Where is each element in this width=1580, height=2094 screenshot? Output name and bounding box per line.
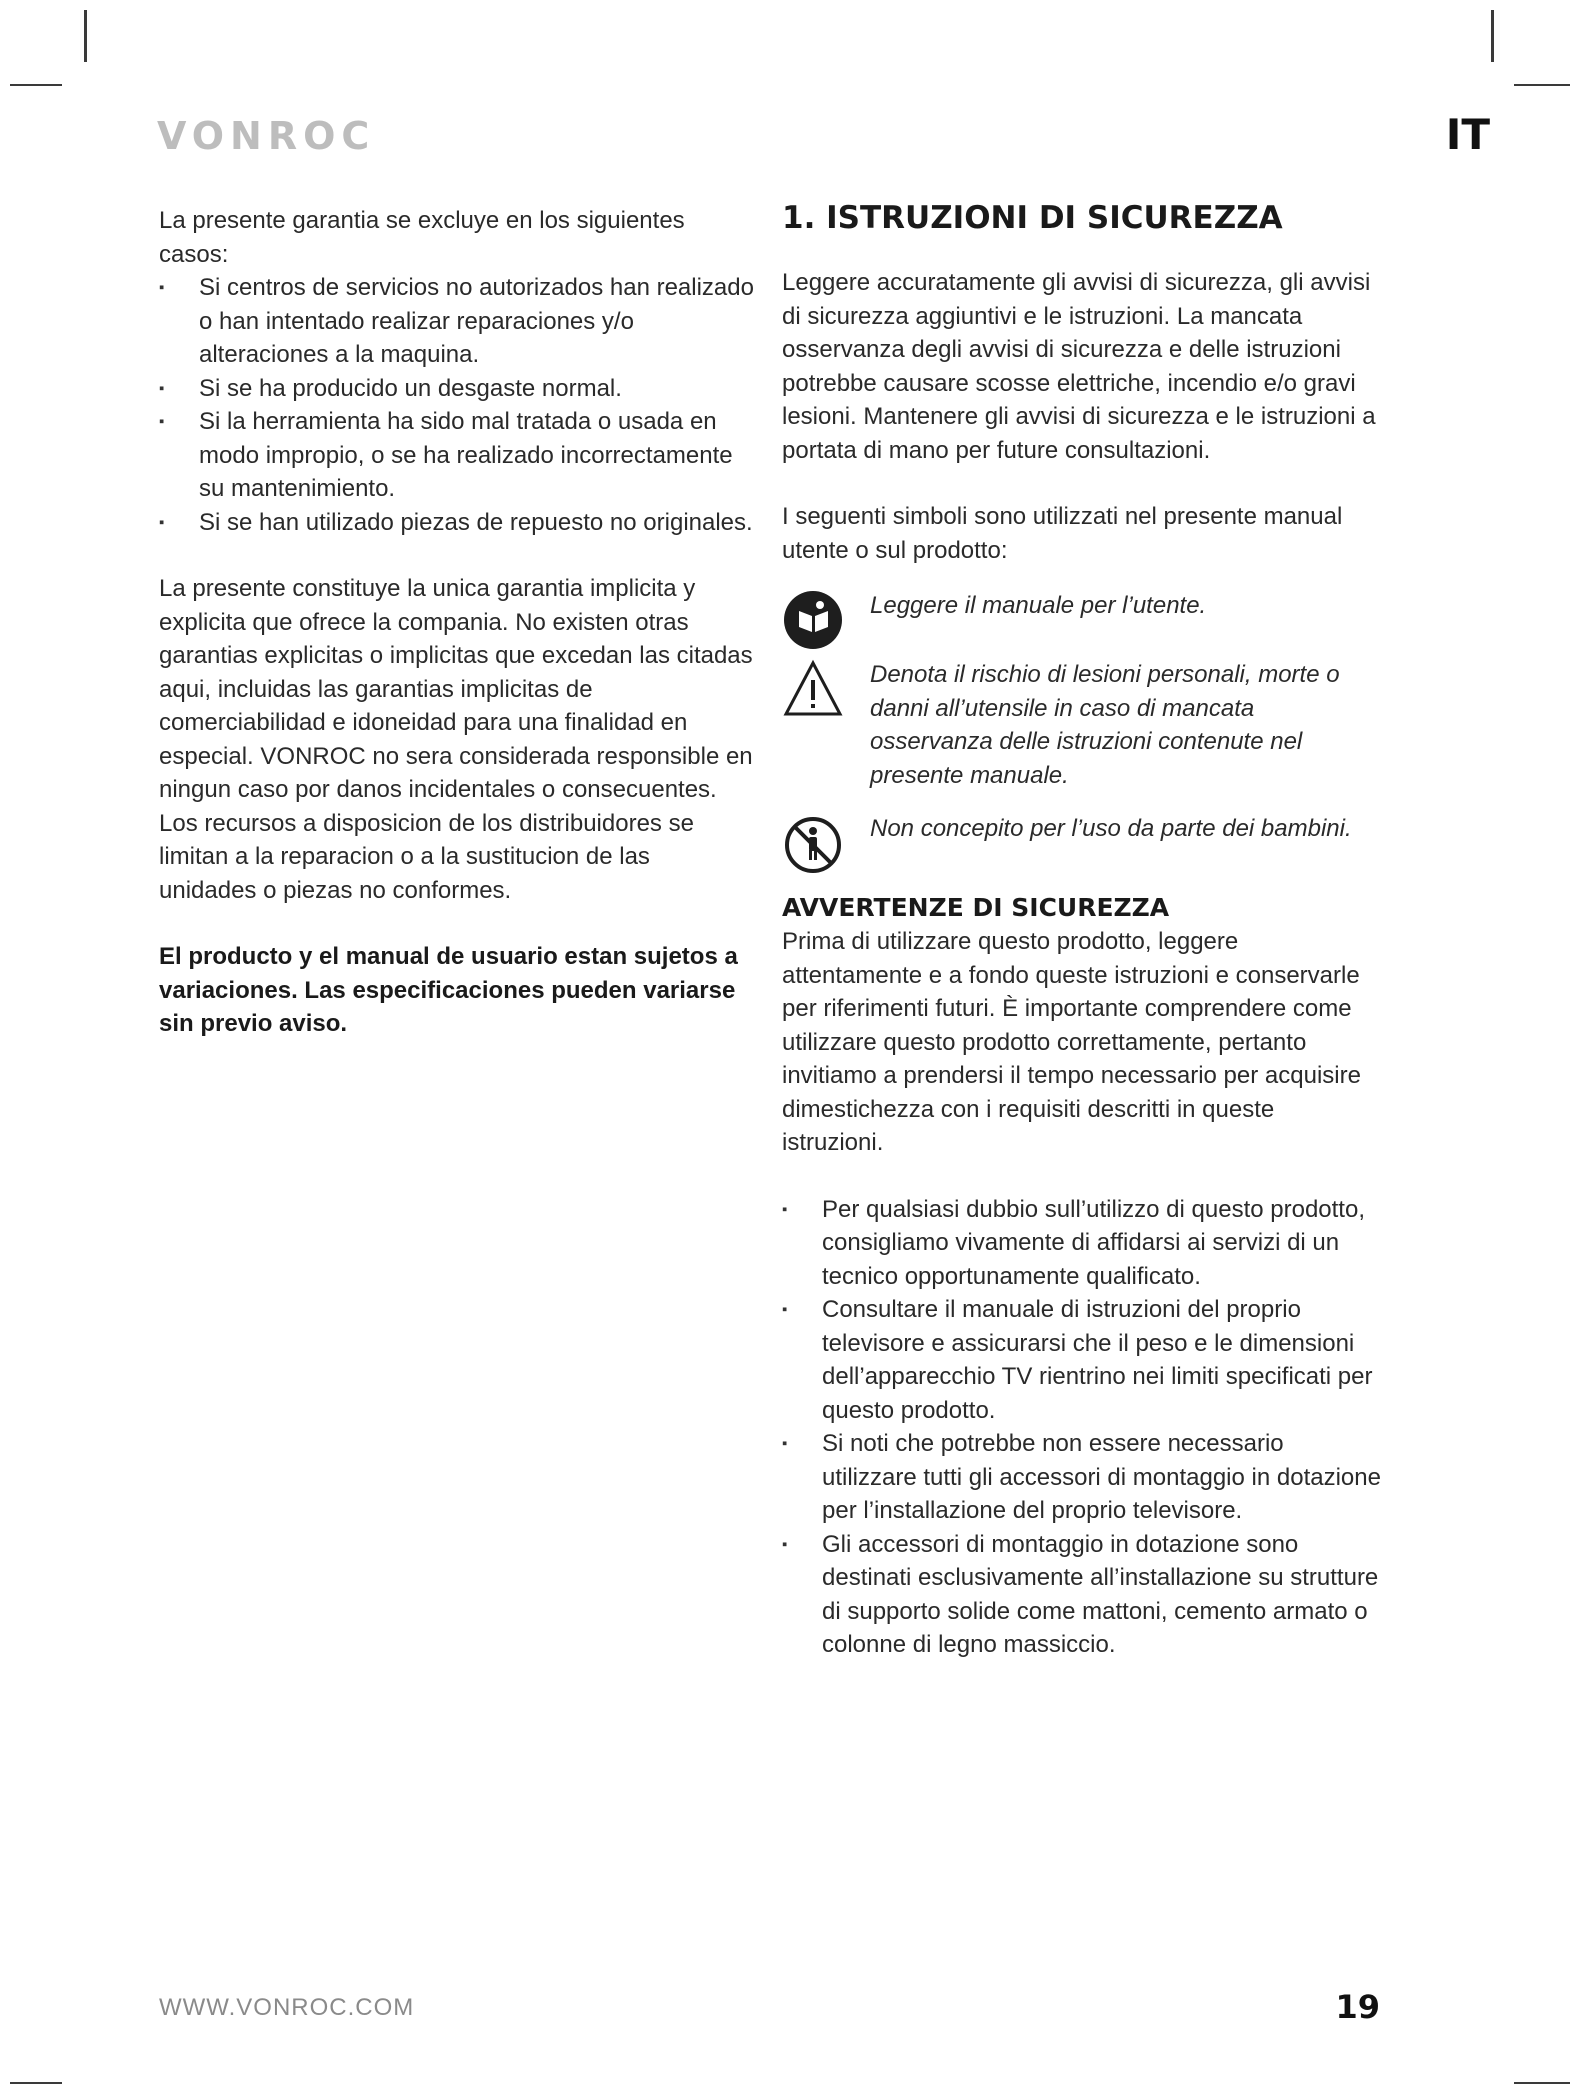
list-item: ▪ Si centros de servicios no autorizados han realizado o han intentado realizar reparaciones y/o alteraciones a la maquina.	[159, 271, 754, 372]
brand-logo: VONROC	[157, 114, 376, 158]
crop-mark	[10, 2082, 62, 2084]
list-item: ▪ Si se han utilizado piezas de repuesto no originales.	[159, 506, 754, 540]
exclusions-intro: La presente garantia se excluye en los siguientes casos:	[159, 207, 685, 268]
right-column	[782, 200, 1382, 1662]
footer-url: WWW.VONROC.COM	[159, 1994, 415, 2021]
list-item: ▪ Per qualsiasi dubbio sull’utilizzo di questo prodotto, consigliamo vivamente di affidarsi ai servizi di un tecnico opportunamente qualificato.	[782, 1193, 1382, 1294]
left-column	[159, 204, 754, 1041]
symbol-row-warning	[782, 658, 1382, 792]
list-item: ▪ Gli accessori di montaggio in dotazione sono destinati esclusivamente all’installazione su strutture di supporto solide come mattoni, cemento armato o colonne di legno massiccio.	[782, 1528, 1382, 1662]
no-children-icon	[782, 812, 844, 874]
list-item: ▪ Si se ha producido un desgaste normal.	[159, 372, 754, 406]
symbols-intro: I seguenti simboli sono utilizzati nel presente manual utente o sul prodotto:	[782, 503, 1343, 564]
warning-triangle-icon	[782, 658, 844, 720]
symbol-row-no-children	[782, 812, 1382, 879]
crop-mark	[1514, 84, 1570, 86]
symbol-text: Non concepito per l’uso da parte dei bambini.	[870, 815, 1352, 842]
language-label: IT	[1445, 110, 1490, 159]
symbol-text: Denota il rischio di lesioni personali, morte o danni all’utensile in caso di mancata osservanza delle istruzioni contenute nel presente manuale.	[870, 661, 1340, 789]
section-title: 1. ISTRUZIONI DI SICUREZZA	[782, 200, 1283, 236]
list-item: ▪ Consultare il manuale di istruzioni del proprio televisore e assicurarsi che il peso e le dimensioni dell’apparecchio TV rientrino nei limiti specificati per questo prodotto.	[782, 1293, 1382, 1427]
exclusions-list	[159, 271, 754, 539]
crop-mark	[10, 84, 62, 86]
read-manual-icon	[782, 589, 844, 651]
symbol-text: Leggere il manuale per l’utente.	[870, 592, 1207, 619]
crop-mark	[1514, 2082, 1570, 2084]
list-item: ▪ Si noti che potrebbe non essere necessario utilizzare tutti gli accessori di montaggio in dotazione per l’installazione del proprio televisore.	[782, 1427, 1382, 1528]
warnings-intro: Prima di utilizzare questo prodotto, leggere attentamente e a fondo queste istruzioni e conservarle per riferimenti futuri. È importante comprendere come utilizzare questo prodotto correttamente, pertanto invitiamo a prendersi il tempo necessario per acquisire dimestichezza con i requisiti descritti in queste istruzioni.	[782, 928, 1361, 1156]
list-item: ▪ Si la herramienta ha sido mal tratada o usada en modo impropio, o se ha realizado incorrectamente su mantenimiento.	[159, 405, 754, 506]
symbol-row-read-manual	[782, 589, 1382, 656]
resources-paragraph: Los recursos a disposicion de los distribuidores se limitan a la reparacion o a la sustitucion de las unidades o piezas no conformes.	[159, 809, 694, 904]
crop-mark	[84, 10, 87, 62]
safety-intro: Leggere accuratamente gli avvisi di sicurezza, gli avvisi di sicurezza aggiuntivi e le istruzioni. La mancata osservanza degli avvisi di sicurezza e delle istruzioni potrebbe causare scosse elettriche, incendio e/o gravi lesioni. Mantenere gli avvisi di sicurezza e le istruzioni a portata di mano per future consultazioni.	[782, 269, 1376, 464]
warnings-title: AVVERTENZE DI SICUREZZA	[782, 893, 1170, 922]
warnings-list	[782, 1193, 1382, 1662]
page-number: 19	[1335, 1988, 1380, 2026]
crop-mark	[1491, 10, 1494, 62]
specifications-notice: El producto y el manual de usuario estan sujetos a variaciones. Las especificaciones pueden variarse sin previo aviso.	[159, 943, 738, 1037]
warranty-paragraph: La presente constituye la unica garantia implicita y explicita que ofrece la compania. No existen otras garantias explicitas o implicitas que excedan las citadas aqui, incluidas las garantias implicitas de comerciabilidad e idoneidad para una finalidad en especial. VONROC no sera considerada responsible en ningun caso por danos incidentales o consecuentes.	[159, 575, 753, 803]
